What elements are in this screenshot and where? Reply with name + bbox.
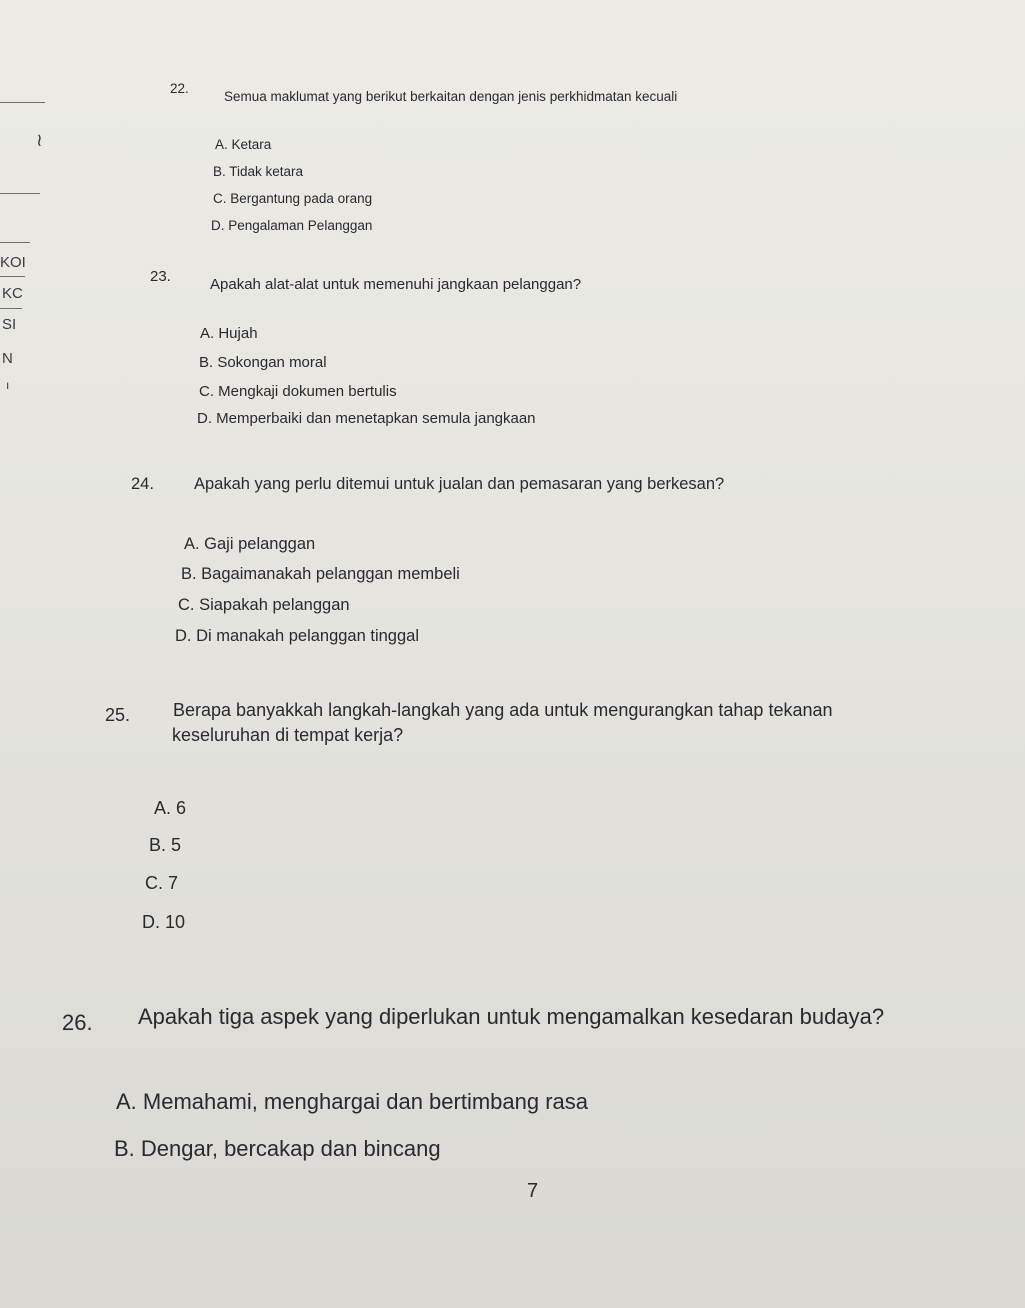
option-a: A. 6 [154, 798, 187, 818]
option-a: A. Memahami, menghargai dan bertimbang rasa [116, 1089, 589, 1114]
margin-fragment: SI [2, 316, 17, 333]
question-number: 25. [105, 705, 131, 725]
question-number: 22. [170, 81, 189, 96]
question-text-line-1: Berapa banyakkah langkah-langkah yang ada untuk mengurangkan tahap tekanan [173, 700, 833, 720]
margin-fragment: KC [2, 285, 23, 302]
option-b: B. Sokongan moral [199, 354, 327, 371]
margin-fragment: ı [6, 378, 10, 392]
margin-fragment: ≀ [36, 130, 43, 150]
option-d: D. Pengalaman Pelanggan [211, 218, 373, 233]
margin-fragment: N [2, 350, 13, 367]
option-d: D. 10 [142, 912, 186, 932]
option-a: A. Ketara [215, 137, 272, 152]
margin-rule-1 [0, 102, 45, 103]
question-text: Apakah tiga aspek yang diperlukan untuk mengamalkan kesedaran budaya? [138, 1004, 885, 1029]
option-b: B. 5 [149, 835, 182, 855]
option-b: B. Bagaimanakah pelanggan membeli [181, 565, 460, 583]
option-b: B. Tidak ketara [213, 164, 304, 179]
question-text: Apakah alat-alat untuk memenuhi jangkaan pelanggan? [210, 276, 582, 293]
margin-rule-3 [0, 242, 30, 243]
option-b: B. Dengar, bercakap dan bincang [114, 1136, 441, 1161]
margin-rule-4 [0, 276, 25, 277]
margin-fragment: KOI [0, 254, 26, 271]
option-c: C. Siapakah pelanggan [178, 596, 350, 614]
option-a: A. Gaji pelanggan [184, 535, 316, 553]
question-text-line-2: keseluruhan di tempat kerja? [172, 725, 404, 745]
question-number: 23. [150, 268, 171, 285]
option-a: A. Hujah [200, 325, 258, 342]
option-c: C. 7 [145, 873, 179, 893]
question-text: Apakah yang perlu ditemui untuk jualan dan pemasaran yang berkesan? [194, 475, 725, 493]
question-number: 24. [131, 475, 154, 493]
option-c: C. Bergantung pada orang [213, 191, 373, 206]
option-c: C. Mengkaji dokumen bertulis [199, 383, 397, 400]
option-d: D. Di manakah pelanggan tinggal [175, 627, 419, 645]
margin-rule-5 [0, 308, 22, 309]
option-d: D. Memperbaiki dan menetapkan semula jangkaan [197, 410, 536, 427]
page-number: 7 [527, 1180, 539, 1202]
question-text: Semua maklumat yang berikut berkaitan dengan jenis perkhidmatan kecuali [224, 89, 678, 104]
question-number: 26. [62, 1010, 93, 1035]
margin-rule-2 [0, 193, 40, 194]
